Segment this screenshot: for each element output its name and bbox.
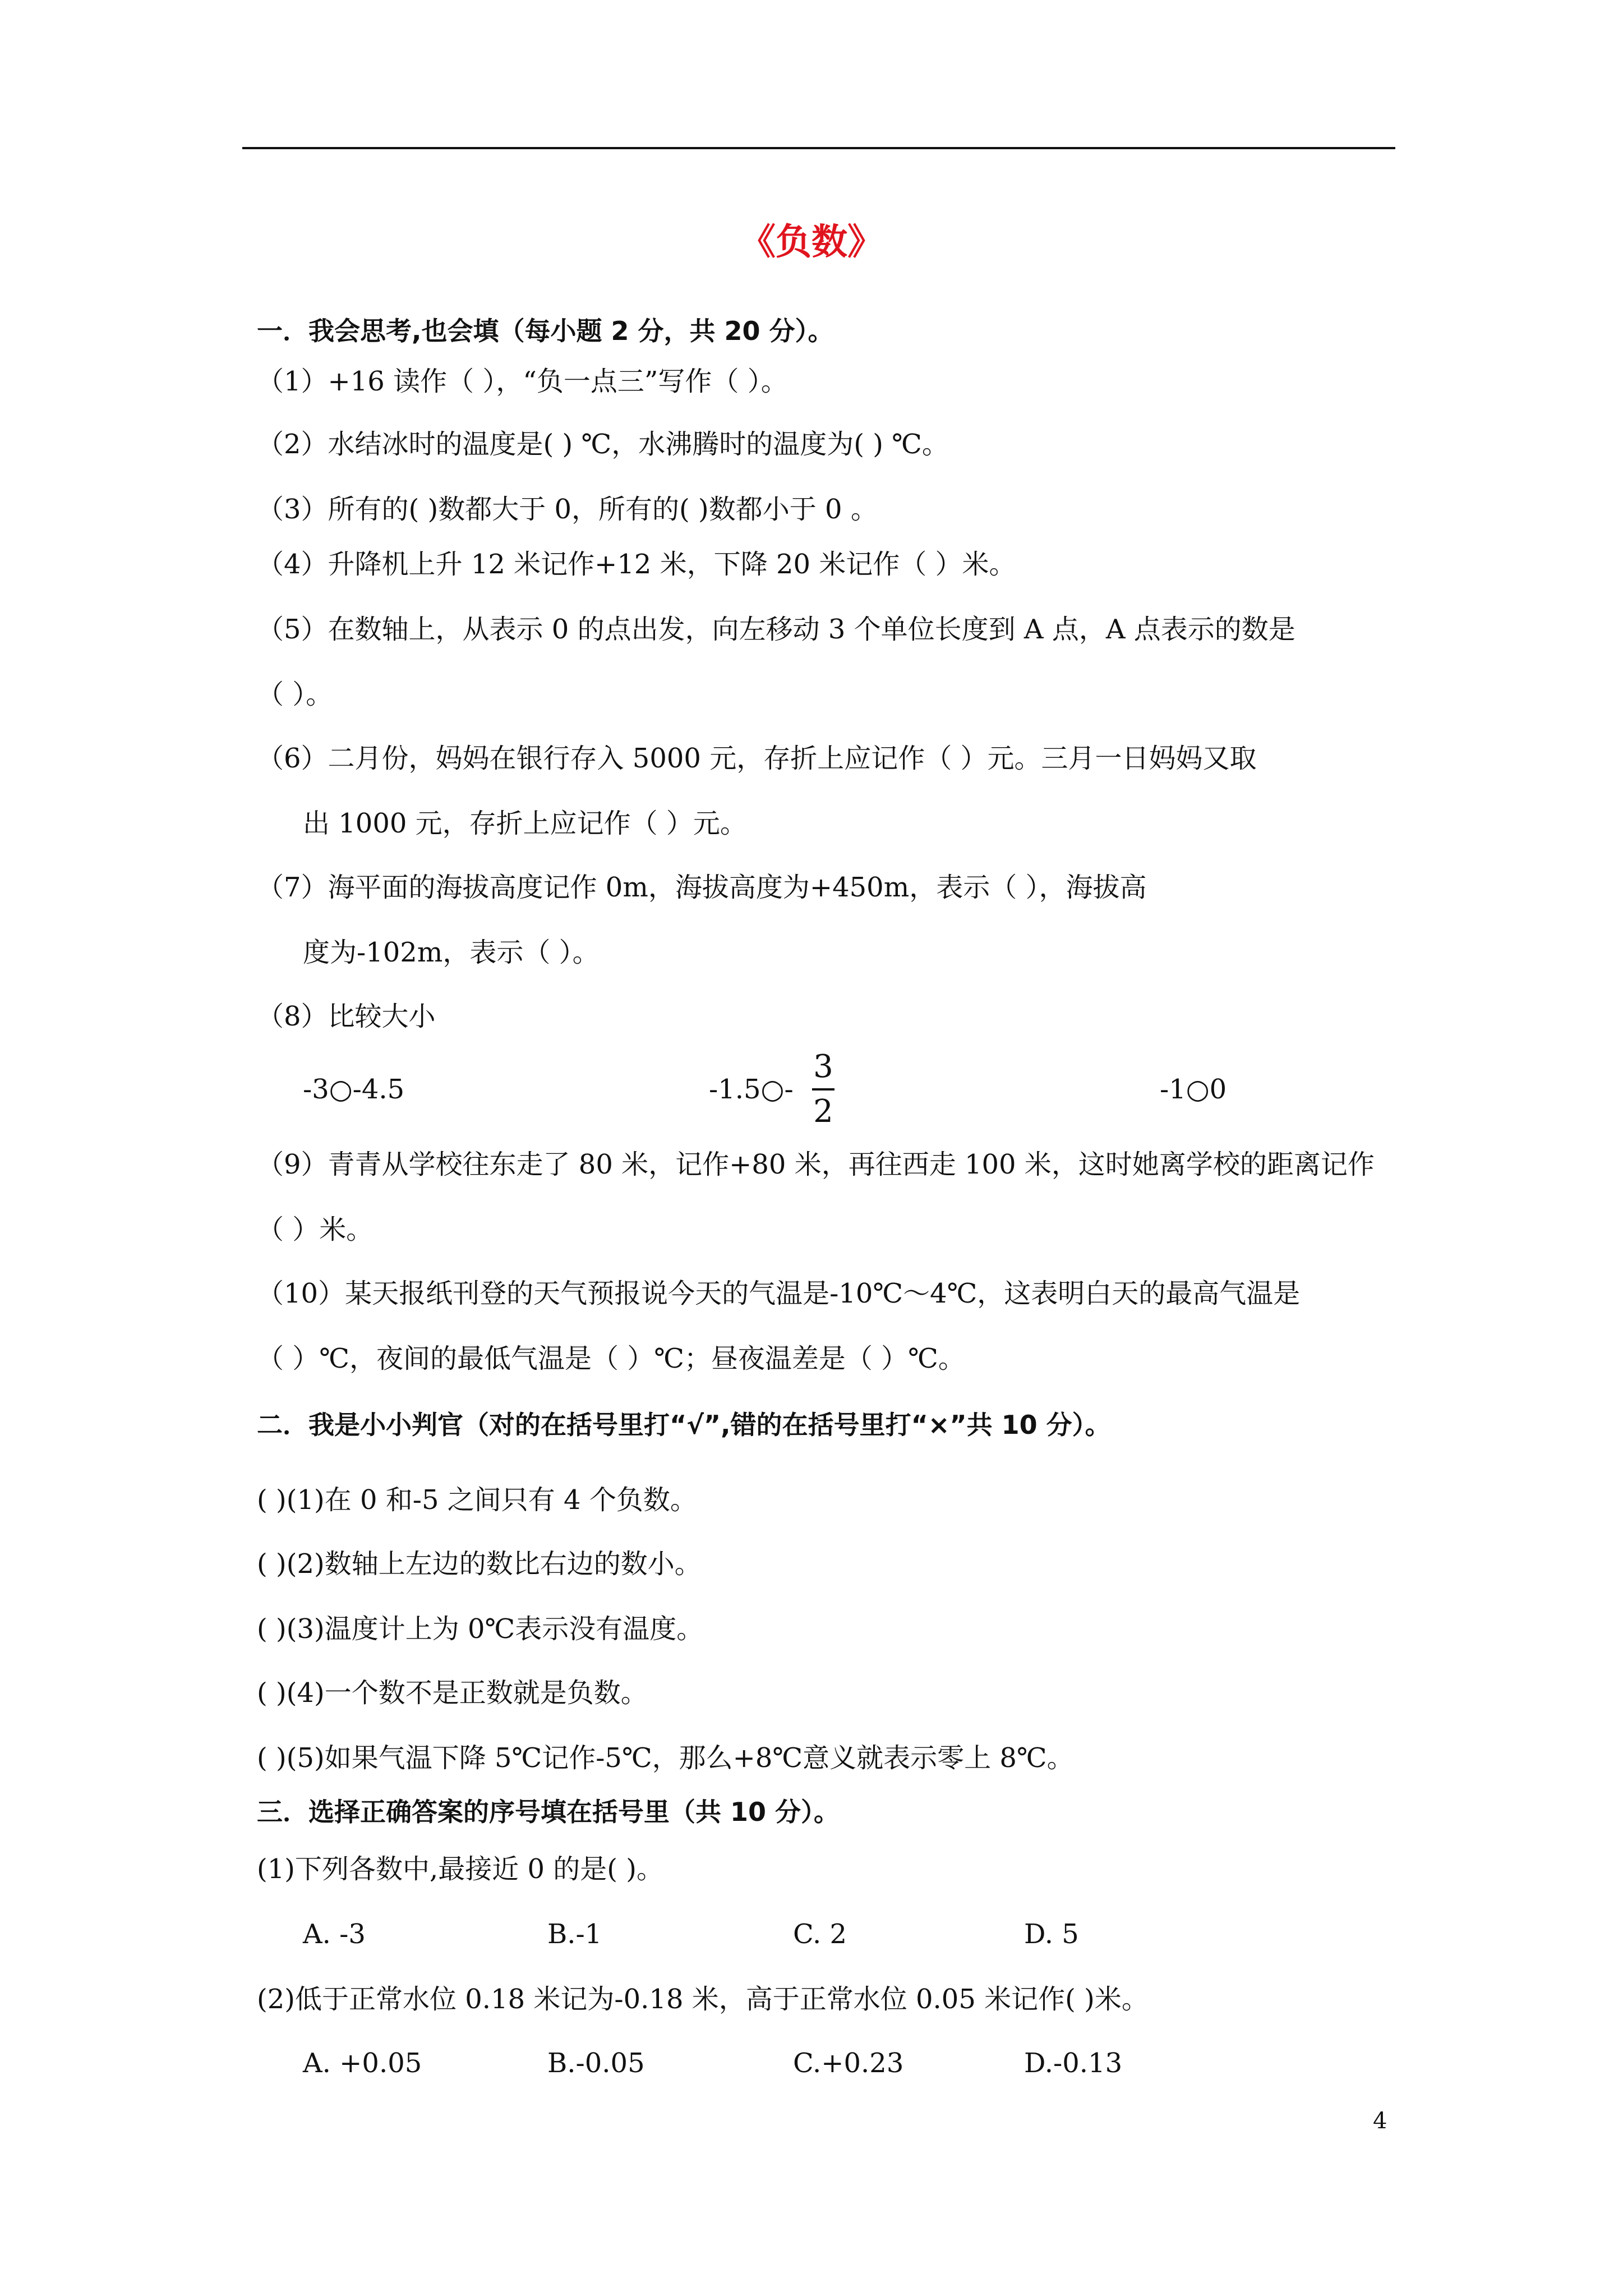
judge-item-5: ( )(5)如果气温下降 5℃记作-5℃，那么+8℃意义就表示零上 8℃。 (257, 1742, 1074, 1774)
page-title: 《负数》 (740, 222, 883, 263)
choice-question-1: (1)下列各数中,最接近 0 的是( )。 (257, 1853, 664, 1885)
question-1: （1）+16 读作（ ），“负一点三”写作（ ）。 (257, 366, 788, 397)
fraction-denominator: 2 (813, 1093, 833, 1130)
question-8: （8）比较大小 (257, 1001, 436, 1032)
question-3: （3）所有的( )数都大于 0，所有的( )数都小于 0 。 (257, 494, 878, 525)
fraction-numerator: 3 (813, 1048, 833, 1085)
question-7: （7）海平面的海拔高度记作 0m，海拔高度为+450m，表示（ ），海拔高 (257, 872, 1147, 903)
question-6-cont: 出 1000 元，存折上应记作（ ）元。 (303, 808, 747, 839)
question-10: （10）某天报纸刊登的天气预报说今天的气温是-10℃～4℃，这表明白天的最高气温是 (257, 1278, 1301, 1309)
question-10-cont: （ ）℃，夜间的最低气温是（ ）℃；昼夜温差是（ ）℃。 (257, 1343, 965, 1374)
section2-heading: 二．我是小小判官（对的在括号里打“√”,错的在括号里打“×”共 10 分）。 (257, 1410, 1111, 1440)
question-7-cont: 度为-102m，表示（ ）。 (303, 937, 600, 968)
compare-b: -1.5○- (709, 1074, 794, 1105)
q1-option-b: B.-1 (547, 1918, 602, 1950)
section3-heading: 三．选择正确答案的序号填在括号里（共 10 分）。 (257, 1797, 840, 1827)
q2-option-a: A. +0.05 (303, 2047, 422, 2079)
question-2: （2）水结冰时的温度是( ) ℃，水沸腾时的温度为( ) ℃。 (257, 429, 949, 460)
fraction-bar (812, 1088, 834, 1091)
choice-question-2: (2)低于正常水位 0.18 米记为-0.18 米，高于正常水位 0.05 米记作( )米。 (257, 1984, 1149, 2015)
q1-option-c: C. 2 (793, 1918, 847, 1950)
compare-a: -3○-4.5 (303, 1074, 405, 1105)
q2-option-d: D.-0.13 (1024, 2047, 1123, 2079)
q2-option-c: C.+0.23 (793, 2047, 904, 2079)
judge-item-4: ( )(4)一个数不是正数就是负数。 (257, 1677, 648, 1709)
judge-item-1: ( )(1)在 0 和-5 之间只有 4 个负数。 (257, 1484, 697, 1516)
q1-option-d: D. 5 (1024, 1918, 1079, 1950)
page-number: 4 (1373, 2108, 1387, 2134)
question-5: （5）在数轴上，从表示 0 的点出发，向左移动 3 个单位长度到 A 点，A 点表示的数是 (257, 614, 1295, 645)
header-rule (242, 147, 1395, 149)
question-5-blank: （ ）。 (257, 679, 333, 710)
compare-c: -1○0 (1160, 1074, 1227, 1105)
judge-item-3: ( )(3)温度计上为 0℃表示没有温度。 (257, 1613, 704, 1645)
judge-item-2: ( )(2)数轴上左边的数比右边的数小。 (257, 1548, 702, 1580)
question-6: （6）二月份，妈妈在银行存入 5000 元，存折上应记作（ ）元。三月一日妈妈又取 (257, 743, 1257, 774)
fraction-three-halves (812, 1049, 834, 1130)
section1-heading: 一．我会思考,也会填（每小题 2 分，共 20 分）。 (257, 316, 834, 346)
question-9-blank: （ ）米。 (257, 1214, 374, 1245)
q2-option-b: B.-0.05 (547, 2047, 645, 2079)
q1-option-a: A. -3 (303, 1918, 366, 1950)
question-9: （9）青青从学校往东走了 80 米，记作+80 米，再往西走 100 米，这时她离学校的距离记作 (257, 1149, 1375, 1180)
question-4: （4）升降机上升 12 米记作+12 米，下降 20 米记作（ ）米。 (257, 549, 1016, 580)
